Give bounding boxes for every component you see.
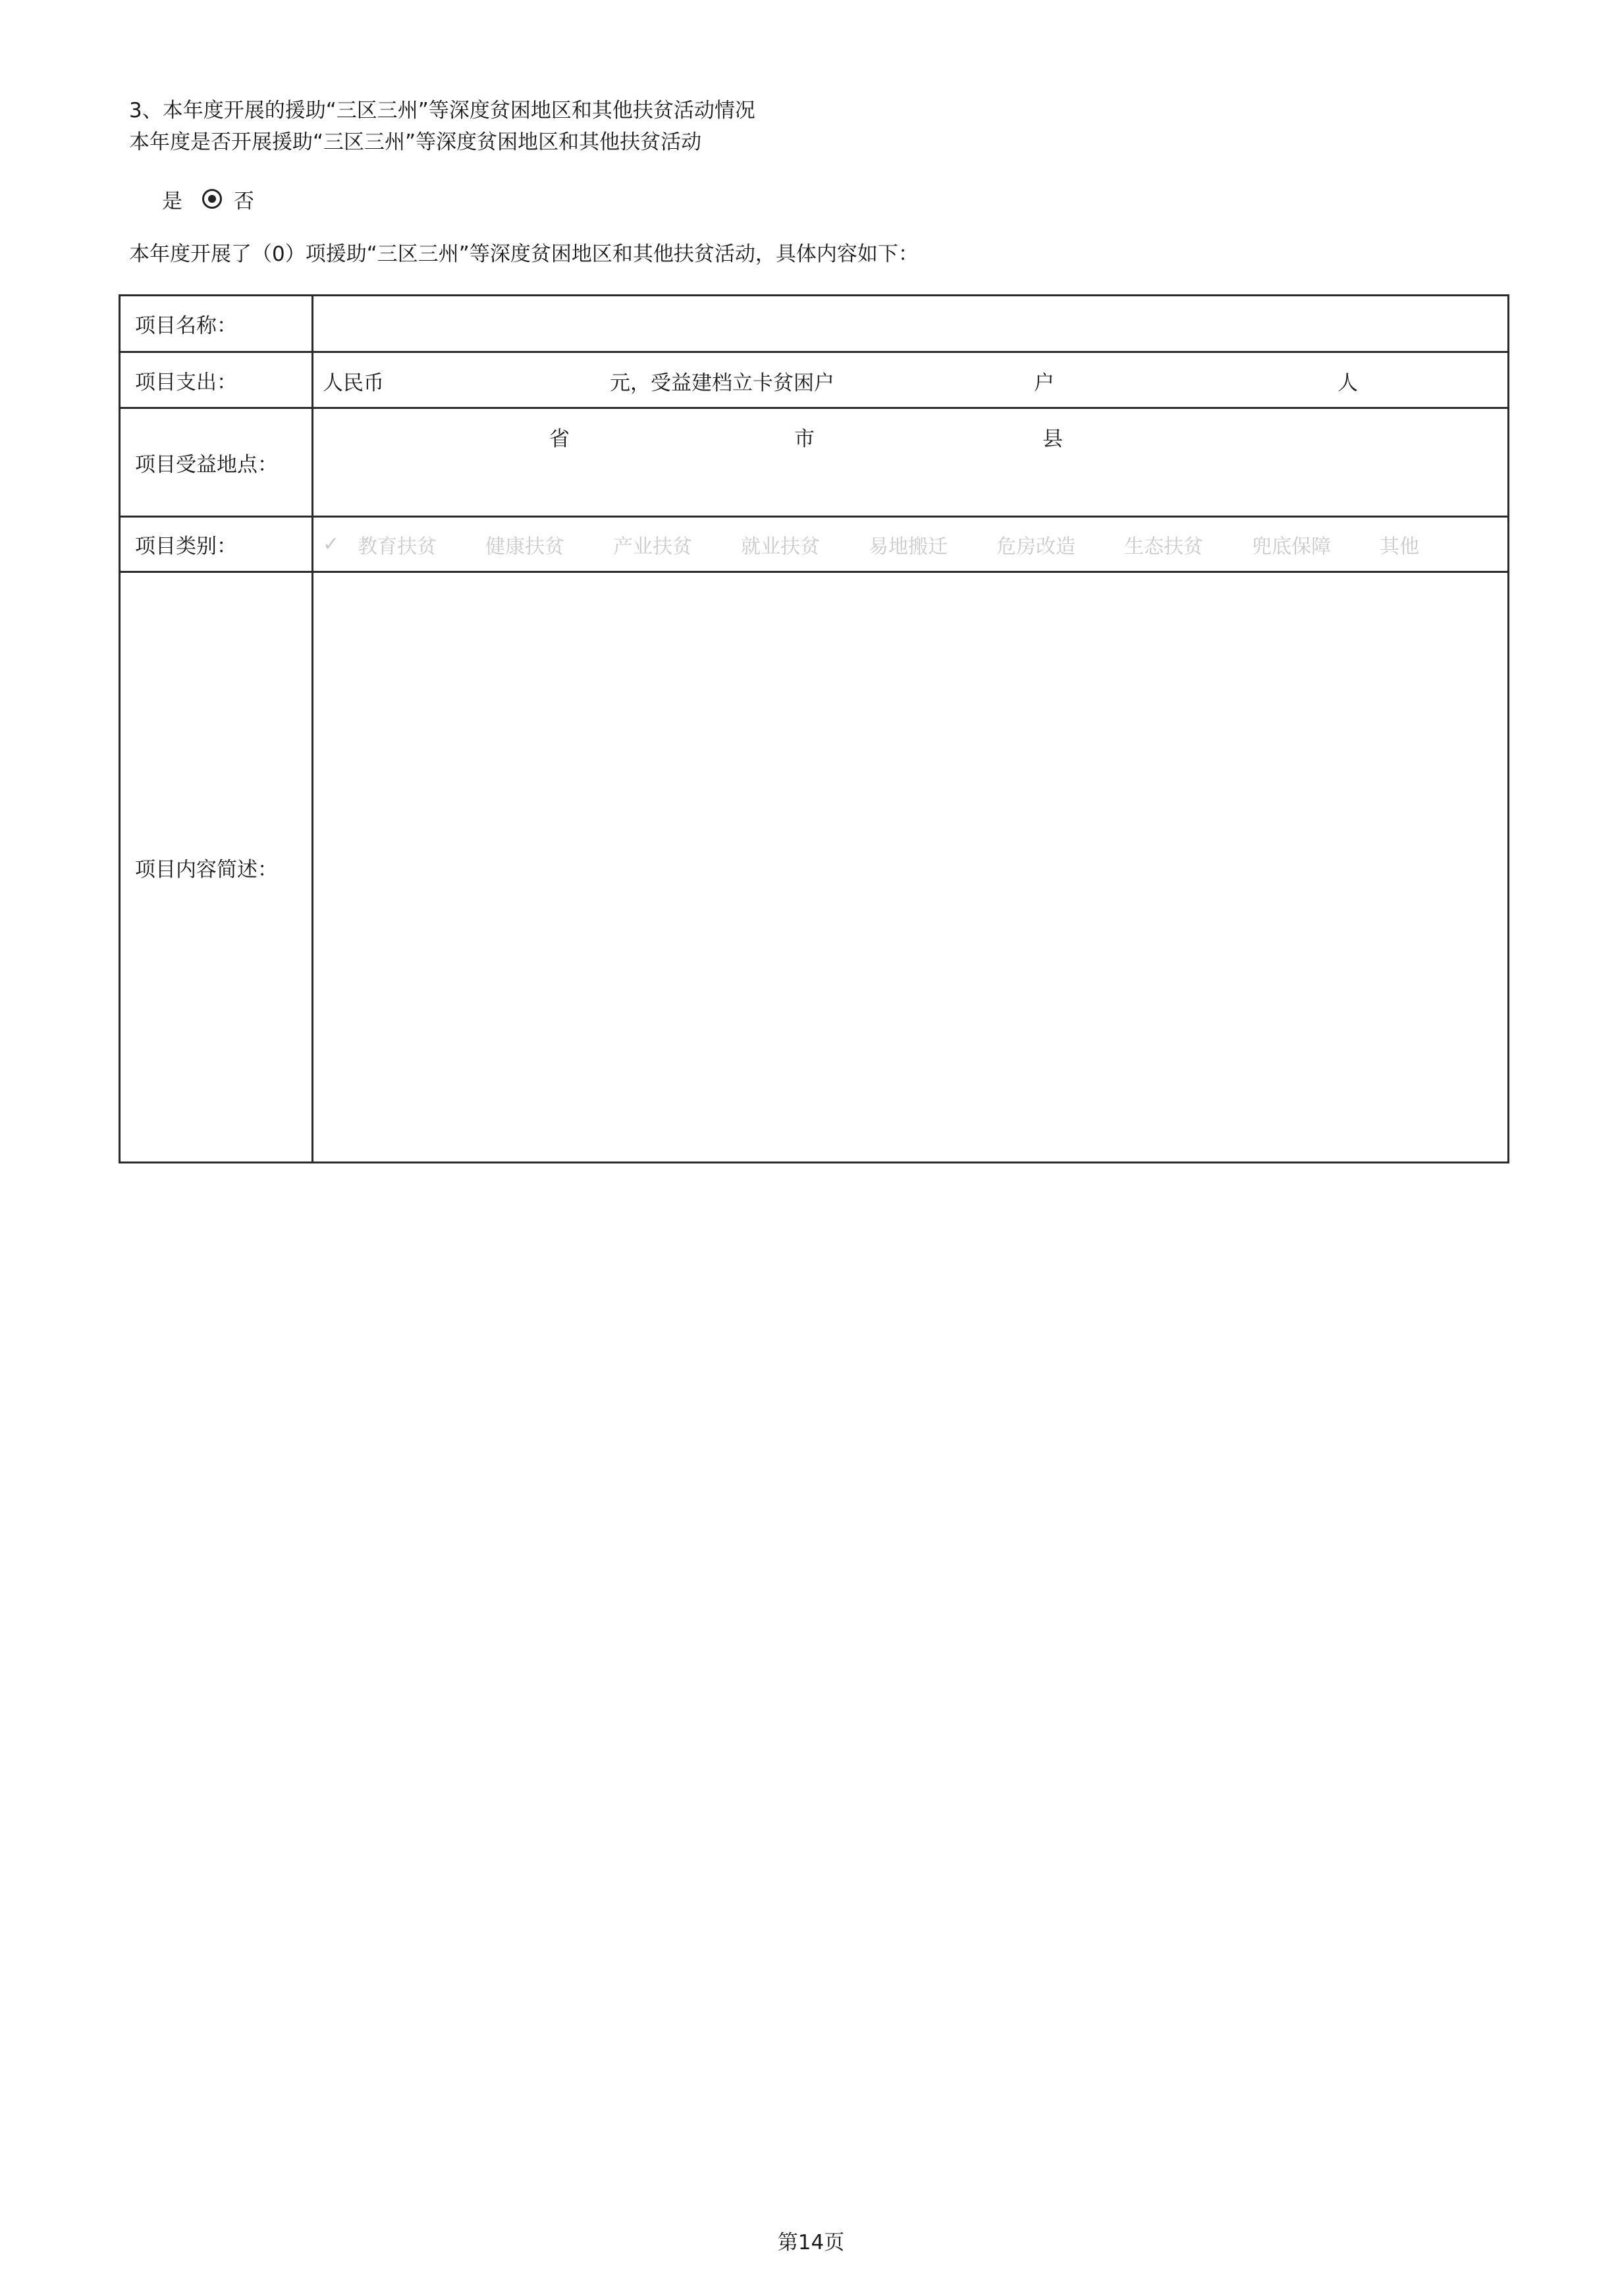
category-option[interactable]: 产业扶贫	[613, 535, 693, 558]
row-project-content	[120, 572, 1509, 1163]
activity-radio-group	[162, 186, 254, 212]
category-option[interactable]: 兜底保障	[1252, 535, 1332, 558]
project-category-field[interactable]	[313, 517, 1509, 572]
project-expense-field[interactable]	[313, 352, 1509, 408]
row-project-category	[120, 517, 1509, 572]
category-option[interactable]: 其他	[1380, 535, 1420, 558]
location-province-text: 省	[549, 427, 570, 451]
project-name-label: 项目名称：	[120, 296, 313, 352]
category-option[interactable]: 教育扶贫	[358, 535, 437, 558]
category-option[interactable]: 易地搬迁	[869, 535, 948, 558]
expense-yuan-text: 元，受益建档立卡贫困户	[610, 371, 834, 395]
expense-currency-text: 人民币	[323, 371, 384, 395]
category-option[interactable]: 就业扶贫	[741, 535, 821, 558]
project-location-field[interactable]	[313, 408, 1509, 517]
location-county-text: 县	[1042, 427, 1063, 451]
expense-people-text: 人	[1338, 371, 1358, 395]
expense-households-text: 户	[1034, 371, 1054, 395]
row-project-expense	[120, 352, 1509, 408]
project-content-field[interactable]	[313, 572, 1509, 1163]
project-location-label: 项目受益地点：	[120, 408, 313, 517]
project-category-label: 项目类别：	[120, 517, 313, 572]
category-option[interactable]: 生态扶贫	[1124, 535, 1204, 558]
row-project-name	[120, 296, 1509, 352]
category-option[interactable]: 健康扶贫	[485, 535, 565, 558]
category-check-icon: ✓	[323, 533, 340, 556]
radio-selected-icon[interactable]	[202, 189, 222, 209]
project-expense-label: 项目支出：	[120, 352, 313, 408]
row-project-location	[120, 408, 1509, 517]
radio-yes-label: 是	[162, 189, 182, 213]
section-title: 3、本年度开展的援助“三区三州”等深度贫困地区和其他扶贫活动情况	[129, 99, 755, 122]
location-city-text: 市	[794, 427, 815, 451]
radio-no-label: 否	[234, 189, 254, 213]
page-number: 第14页	[777, 2231, 845, 2255]
project-content-label: 项目内容简述：	[120, 572, 313, 1163]
radio-option-no[interactable]	[202, 184, 254, 214]
activity-summary: 本年度开展了（0）项援助“三区三州”等深度贫困地区和其他扶贫活动，具体内容如下：	[129, 242, 919, 266]
project-form-table	[119, 294, 1509, 1163]
project-name-field[interactable]	[313, 296, 1509, 352]
section-question: 本年度是否开展援助“三区三州”等深度贫困地区和其他扶贫活动	[129, 130, 702, 154]
radio-option-yes[interactable]	[162, 184, 182, 214]
category-option[interactable]: 危房改造	[996, 535, 1076, 558]
